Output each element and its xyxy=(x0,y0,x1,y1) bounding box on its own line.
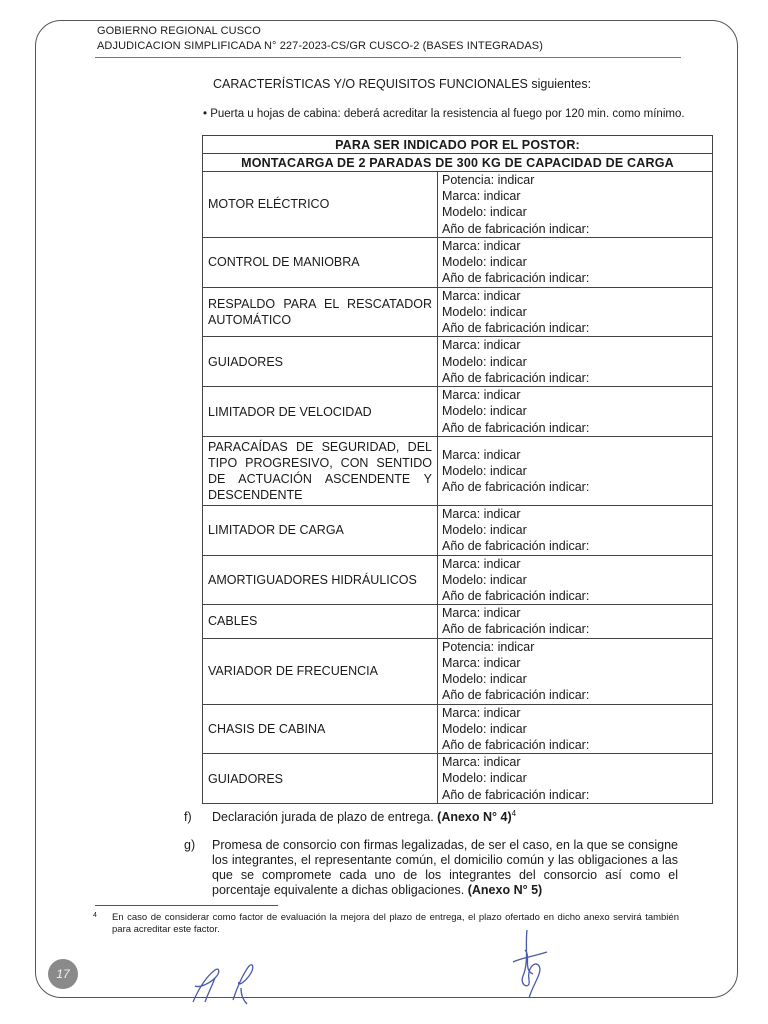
detail-line: Potencia: indicar xyxy=(442,173,535,187)
list-letter-f: f) xyxy=(184,810,192,824)
detail-line: Modelo: indicar xyxy=(442,572,527,587)
detail-line: Marca: indicar xyxy=(442,189,521,204)
detail-line: Modelo: indicar xyxy=(442,255,527,270)
component-details xyxy=(438,555,713,605)
spec-table-body xyxy=(203,172,713,804)
detail-line: Año de fabricación indicar: xyxy=(442,271,590,286)
detail-line: Marca: indicar xyxy=(442,655,521,670)
footnote-divider xyxy=(95,905,278,906)
table-row xyxy=(203,437,713,506)
component-name: AMORTIGUADORES HIDRÁULICOS xyxy=(203,555,438,605)
detail-line: Año de fabricación indicar: xyxy=(442,738,590,753)
footnote-ref: 4 xyxy=(511,808,517,818)
component-details xyxy=(438,387,713,437)
detail-line: Marca: indicar xyxy=(442,288,521,303)
detail-line: Marca: indicar xyxy=(442,705,521,720)
component-name: CONTROL DE MANIOBRA xyxy=(203,237,438,287)
detail-line: Año de fabricación indicar: xyxy=(442,420,590,435)
detail-line: Modelo: indicar xyxy=(442,672,527,687)
detail-line: Año de fabricación indicar: xyxy=(442,480,590,495)
detail-line: Modelo: indicar xyxy=(442,354,527,369)
annex-5-label: (Anexo N° 5) xyxy=(467,883,543,897)
detail-line: Modelo: indicar xyxy=(442,721,527,736)
component-name: LIMITADOR DE CARGA xyxy=(203,506,438,556)
table-row xyxy=(203,506,713,556)
component-name: GUIADORES xyxy=(203,337,438,387)
annex-4-label: (Anexo N° 4) xyxy=(437,810,512,824)
header-line-1: GOBIERNO REGIONAL CUSCO xyxy=(97,25,261,37)
detail-line: Modelo: indicar xyxy=(442,523,527,538)
table-row xyxy=(203,387,713,437)
component-name: LIMITADOR DE VELOCIDAD xyxy=(203,387,438,437)
header-line-2: ADJUDICACION SIMPLIFICADA N° 227-2023-CS/GR CUSCO-2 (BASES INTEGRADAS) xyxy=(97,40,543,52)
footnote-mark: 4 xyxy=(93,912,97,919)
table-row xyxy=(203,704,713,754)
table-row xyxy=(203,555,713,605)
table-row xyxy=(203,237,713,287)
detail-line: Marca: indicar xyxy=(442,755,521,770)
page-number-badge: 17 xyxy=(48,959,78,989)
detail-line: Modelo: indicar xyxy=(442,305,527,320)
section-intro: CARACTERÍSTICAS Y/O REQUISITOS FUNCIONALES siguientes: xyxy=(213,77,592,91)
component-details xyxy=(438,287,713,337)
table-heading-2: MONTACARGA DE 2 PARADAS DE 300 KG DE CAPACIDAD DE CARGA xyxy=(203,154,713,172)
component-details xyxy=(438,337,713,387)
signature-right xyxy=(505,926,553,1002)
component-name: MOTOR ELÉCTRICO xyxy=(203,172,438,238)
table-row xyxy=(203,605,713,638)
component-details xyxy=(438,437,713,506)
component-name: CHASIS DE CABINA xyxy=(203,704,438,754)
list-item-f xyxy=(184,810,704,825)
detail-line: Año de fabricación indicar: xyxy=(442,589,590,604)
detail-line: Año de fabricación indicar: xyxy=(442,622,590,637)
detail-line: Año de fabricación indicar: xyxy=(442,539,590,554)
detail-line: Marca: indicar xyxy=(442,556,521,571)
component-name: RESPALDO PARA EL RESCATADOR AUTOMÁTICO xyxy=(203,287,438,337)
header-divider xyxy=(95,57,681,58)
detail-line: Año de fabricación indicar: xyxy=(442,787,590,802)
detail-line: Modelo: indicar xyxy=(442,771,527,786)
list-item-g xyxy=(184,838,678,898)
detail-line: Modelo: indicar xyxy=(442,404,527,419)
footnote xyxy=(93,912,679,936)
detail-line: Año de fabricación indicar: xyxy=(442,221,590,236)
spec-table xyxy=(202,135,713,804)
detail-line: Modelo: indicar xyxy=(442,463,527,478)
table-row xyxy=(203,638,713,704)
list-text-g: Promesa de consorcio con firmas legalizadas, de ser el caso, en la que se consigne los integrantes, el representante común, el domicilio común y las obligaciones a las que se compromete cada uno de los integrantes del consorcio así como el porcentaje equivalente a dichas obligaciones. xyxy=(212,838,678,897)
component-details xyxy=(438,605,713,638)
component-details xyxy=(438,506,713,556)
detail-line: Marca: indicar xyxy=(442,606,521,621)
detail-line: Marca: indicar xyxy=(442,507,521,522)
detail-line: Año de fabricación indicar: xyxy=(442,321,590,336)
table-row xyxy=(203,754,713,804)
bullet-requirement: • Puerta u hojas de cabina: deberá acreditar la resistencia al fuego por 120 min. como mínimo. xyxy=(203,108,685,120)
component-details xyxy=(438,754,713,804)
detail-line: Marca: indicar xyxy=(442,388,521,403)
detail-line: Año de fabricación indicar: xyxy=(442,688,590,703)
component-name: GUIADORES xyxy=(203,754,438,804)
component-name: CABLES xyxy=(203,605,438,638)
component-details xyxy=(438,172,713,238)
component-details xyxy=(438,237,713,287)
component-name: VARIADOR DE FRECUENCIA xyxy=(203,638,438,704)
table-row xyxy=(203,172,713,238)
detail-line: Marca: indicar xyxy=(442,338,521,353)
list-text-f: Declaración jurada de plazo de entrega. xyxy=(212,810,438,824)
table-row xyxy=(203,287,713,337)
document-header xyxy=(97,24,543,54)
component-details xyxy=(438,638,713,704)
list-letter-g: g) xyxy=(184,838,196,852)
detail-line: Modelo: indicar xyxy=(442,205,527,220)
detail-line: Potencia: indicar xyxy=(442,639,535,654)
table-row xyxy=(203,337,713,387)
component-name: PARACAÍDAS DE SEGURIDAD, DEL TIPO PROGRESIVO, CON SENTIDO DE ACTUACIÓN ASCENDENTE Y DESCENDENTE xyxy=(203,437,438,506)
signature-initials-left xyxy=(185,958,265,1008)
detail-line: Año de fabricación indicar: xyxy=(442,370,590,385)
detail-line: Marca: indicar xyxy=(442,239,521,253)
table-heading-1: PARA SER INDICADO POR EL POSTOR: xyxy=(203,136,713,154)
component-details xyxy=(438,704,713,754)
detail-line: Marca: indicar xyxy=(442,447,521,462)
footnote-text: En caso de considerar como factor de evaluación la mejora del plazo de entrega, el plazo ofertado en dicho anexo servirá también para acreditar este factor. xyxy=(112,912,679,935)
